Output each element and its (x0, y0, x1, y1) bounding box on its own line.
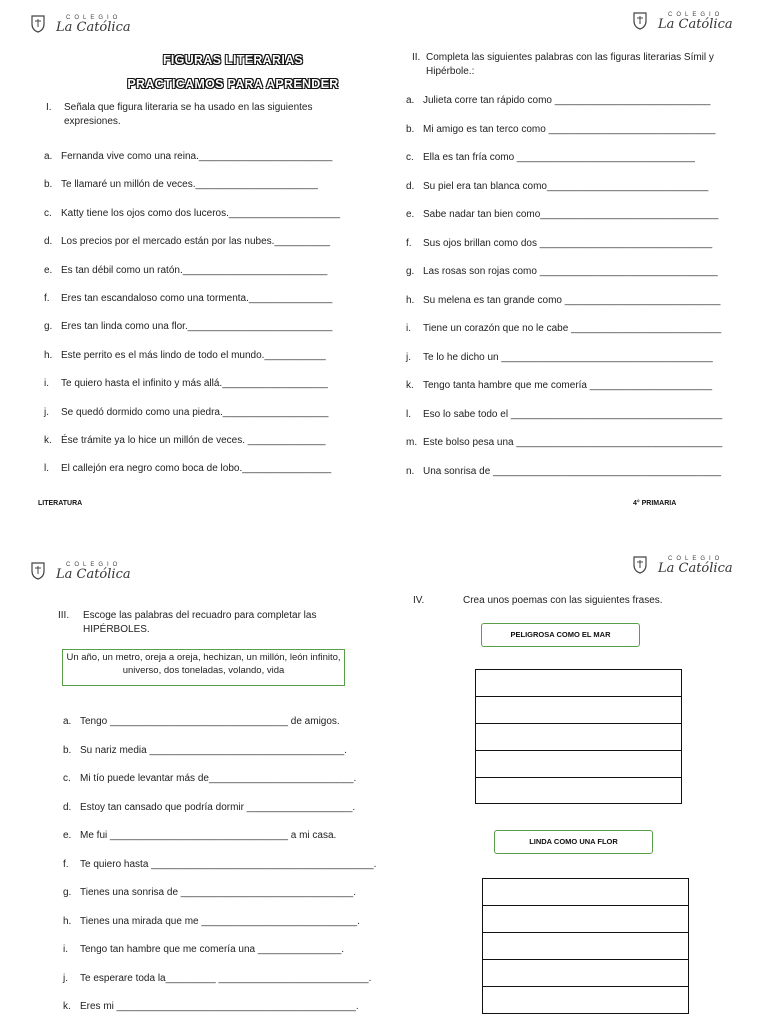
section-4-number: IV. (413, 595, 425, 606)
shield-icon (30, 14, 46, 34)
section-3-text: Escoge las palabras del recuadro para completar las HIPÉRBOLES. (83, 610, 317, 635)
item-text[interactable]: Eres mi ___________________________________________. (80, 1001, 359, 1012)
exercise-item (44, 350, 326, 361)
exercise-item (44, 179, 318, 190)
exercise-item (63, 802, 355, 813)
item-marker: i. (44, 378, 49, 390)
item-text[interactable]: Eres tan linda como una flor.__________________________ (61, 321, 333, 333)
item-text[interactable]: Estoy tan cansado que podría dormir ___________________. (80, 801, 356, 813)
item-text[interactable]: Tiene un corazón que no le cabe ___________________________ (423, 323, 722, 334)
shield-icon (30, 561, 46, 581)
item-marker: a. (406, 95, 415, 106)
item-marker: f. (63, 858, 69, 870)
item-marker: f. (406, 237, 412, 249)
item-text[interactable]: Este bolso pesa una _____________________________________ (423, 437, 723, 448)
exercise-item (44, 151, 332, 162)
item-text[interactable]: Tienes una sonrisa de _______________________________. (80, 887, 356, 898)
item-text[interactable]: Ése trámite ya lo hice un millón de veces. ______________ (61, 435, 326, 446)
exercise-item (44, 265, 327, 276)
exercise-item (63, 944, 344, 955)
exercise-item (406, 124, 715, 135)
section-4-instruction (413, 594, 713, 608)
poem-line[interactable] (483, 879, 688, 906)
exercise-item (63, 887, 356, 898)
exercise-item (406, 238, 712, 249)
exercise-item (63, 745, 347, 756)
item-marker: j. (63, 972, 68, 984)
item-marker: c. (44, 207, 52, 219)
item-text[interactable]: Fernanda vive como una reina.________________________ (61, 151, 333, 162)
item-text[interactable]: Se quedó dormido como una piedra.___________________ (61, 406, 329, 418)
item-text[interactable]: El callejón era negro como boca de lobo.________________ (61, 463, 332, 475)
poem-line[interactable] (476, 670, 681, 697)
exercise-item (406, 466, 721, 477)
item-text[interactable]: Tengo ________________________________ de amigos. (80, 716, 340, 727)
exercise-item (44, 293, 332, 304)
item-marker: g. (63, 887, 72, 898)
exercise-item (406, 352, 713, 363)
item-marker: n. (406, 465, 415, 477)
item-marker: h. (63, 915, 72, 927)
poem-line[interactable] (483, 933, 688, 960)
logo-colegio: COLEGIO (668, 11, 724, 18)
item-text[interactable]: Mi amigo es tan terco como ______________________________ (423, 123, 716, 135)
page-title: FIGURAS LITERARIAS (162, 53, 304, 67)
item-marker: e. (63, 830, 72, 841)
exercise-item (406, 152, 695, 163)
section-1-text: Señala que figura literaria se ha usado en las siguientes expresiones. (64, 102, 313, 127)
exercise-item (63, 973, 371, 984)
section-3-number: III. (58, 610, 70, 621)
logo-colegio: COLEGIO (66, 14, 122, 21)
item-marker: b. (63, 744, 72, 756)
item-text[interactable]: Sus ojos brillan como dos _______________________________ (423, 237, 713, 249)
item-text[interactable]: Sabe nadar tan bien como________________________________ (423, 209, 719, 220)
item-text[interactable]: Su piel era tan blanca como_____________________________ (423, 180, 709, 192)
item-marker: f. (44, 293, 50, 304)
item-text[interactable]: Eres tan escandaloso como una tormenta._______________ (61, 293, 333, 304)
item-marker: b. (44, 179, 53, 191)
exercise-item (406, 323, 721, 334)
exercise-item (406, 409, 722, 420)
exercise-item (63, 716, 340, 727)
logo-colegio: COLEGIO (66, 561, 122, 568)
item-marker: h. (406, 294, 415, 306)
item-marker: d. (44, 236, 53, 248)
exercise-item (44, 463, 331, 474)
poem-line[interactable] (476, 778, 681, 803)
item-marker: j. (44, 406, 49, 418)
item-marker: m. (406, 437, 418, 448)
item-marker: i. (63, 944, 68, 955)
logo-colegio: COLEGIO (668, 555, 724, 562)
item-marker: h. (44, 349, 53, 361)
item-marker: c. (406, 152, 414, 163)
exercise-item (44, 407, 328, 418)
item-text[interactable]: Tengo tanta hambre que me comería ______________________ (423, 380, 713, 391)
exercise-item (44, 321, 332, 332)
item-marker: l. (406, 408, 411, 420)
item-text[interactable]: Las rosas son rojas como ________________________________ (423, 266, 718, 277)
logo-name: La Católica (56, 566, 131, 582)
section-3-instruction (58, 609, 348, 637)
item-text[interactable]: Mi tío puede levantar más de__________________________. (80, 773, 357, 784)
poem-prompt-2: LINDA COMO UNA FLOR (494, 830, 653, 854)
item-marker: g. (44, 321, 53, 333)
poem-grid-1 (475, 669, 682, 804)
poem-grid-2 (482, 878, 689, 1014)
item-marker: d. (406, 180, 415, 192)
exercise-item (63, 1001, 359, 1012)
item-marker: g. (406, 266, 415, 277)
item-text[interactable]: Julieta corre tan rápido como ____________________________ (423, 95, 711, 106)
section-2-text: Completa las siguientes palabras con las figuras literarias Símil y Hipérbole.: (426, 52, 714, 77)
poem-line[interactable] (483, 960, 688, 987)
item-text[interactable]: Ella es tan fría como ________________________________ (423, 152, 695, 163)
item-marker: l. (44, 463, 49, 475)
item-marker: k. (44, 435, 52, 446)
item-text[interactable]: Te esperare toda la_________ ___________________________. (80, 972, 372, 984)
exercise-item (406, 95, 710, 106)
footer-subject: LITERATURA (38, 500, 83, 507)
item-text[interactable]: Te lo he dicho un ______________________________________ (423, 351, 713, 363)
item-marker: a. (63, 716, 72, 727)
school-logo (30, 561, 131, 581)
item-text[interactable]: Te quiero hasta el infinito y más allá.___________________ (61, 378, 328, 390)
school-logo (30, 14, 131, 34)
poem-line[interactable] (476, 697, 681, 724)
poem-line[interactable] (483, 906, 688, 933)
item-text[interactable]: Katty tiene los ojos como dos luceros.____________________ (61, 207, 341, 219)
page-subtitle: PRACTICAMOS PARA APRENDER (127, 77, 339, 91)
logo-name: La Católica (658, 16, 733, 32)
item-marker: a. (44, 151, 53, 162)
item-text[interactable]: Es tan débil como un ratón.__________________________ (61, 264, 328, 276)
item-text[interactable]: Te quiero hasta ________________________________________. (80, 858, 377, 870)
item-text[interactable]: Tengo tan hambre que me comería una _______________. (80, 944, 345, 955)
item-text[interactable]: Una sonrisa de _________________________________________ (423, 465, 722, 477)
item-marker: i. (406, 323, 411, 334)
school-logo (632, 555, 733, 575)
section-2-instruction (412, 51, 732, 79)
item-text[interactable]: Eso lo sabe todo el ______________________________________ (423, 408, 723, 420)
exercise-item (44, 208, 340, 219)
item-text[interactable]: Este perrito es el más lindo de todo el mundo.___________ (61, 349, 326, 361)
exercise-item (44, 435, 326, 446)
item-marker: d. (63, 801, 72, 813)
exercise-item (63, 916, 360, 927)
item-marker: e. (406, 209, 415, 220)
exercise-item (63, 773, 356, 784)
section-1-instruction (46, 101, 346, 129)
item-text[interactable]: Te llamaré un millón de veces.______________________ (61, 179, 318, 191)
poem-line[interactable] (483, 987, 688, 1013)
logo-name: La Católica (658, 560, 733, 576)
exercise-item (44, 378, 328, 389)
item-text[interactable]: Me fui ________________________________ a mi casa. (80, 830, 337, 841)
item-marker: k. (63, 1001, 71, 1012)
section-1-number: I. (46, 102, 52, 113)
exercise-item (63, 859, 376, 870)
school-logo (632, 11, 733, 31)
poem-prompt-1: PELIGROSA COMO EL MAR (481, 623, 640, 647)
item-marker: k. (406, 380, 414, 391)
section-2-number: II. (412, 52, 421, 63)
item-marker: j. (406, 351, 411, 363)
exercise-item (406, 209, 718, 220)
shield-icon (632, 11, 648, 31)
exercise-item (406, 266, 718, 277)
exercise-item (63, 830, 336, 841)
item-text[interactable]: Su melena es tan grande como ____________________________ (423, 294, 721, 306)
poem-line[interactable] (476, 751, 681, 778)
exercise-item (406, 437, 722, 448)
shield-icon (632, 555, 648, 575)
exercise-item (406, 380, 712, 391)
section-4-text: Crea unos poemas con las siguientes frases. (463, 595, 663, 606)
poem-line[interactable] (476, 724, 681, 751)
exercise-item (44, 236, 330, 247)
exercise-item (406, 181, 708, 192)
item-marker: e. (44, 264, 53, 276)
item-marker: c. (63, 773, 71, 784)
item-text[interactable]: Tienes una mirada que me ____________________________. (80, 915, 360, 927)
footer-grade: 4° PRIMARIA (633, 500, 677, 507)
logo-name: La Católica (56, 19, 131, 35)
item-text[interactable]: Su nariz media ___________________________________. (80, 744, 347, 756)
word-bank-box: Un año, un metro, oreja a oreja, hechizan, un millón, león infinito, universo, dos toneladas, volando, vida (62, 649, 345, 686)
item-marker: b. (406, 123, 415, 135)
item-text[interactable]: Los precios por el mercado están por las nubes.__________ (61, 236, 331, 248)
exercise-item (406, 295, 720, 306)
